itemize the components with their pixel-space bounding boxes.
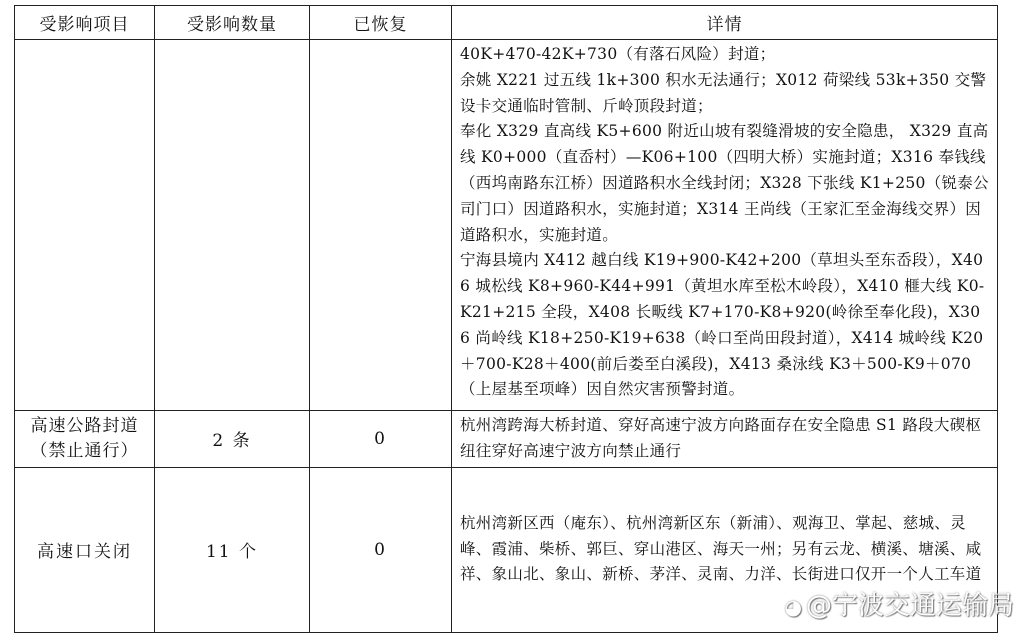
header-details: 详情 [452,6,998,40]
cell-count: 11 个 [155,467,310,632]
cell-count: 2 条 [155,411,310,468]
detail-paragraph: 杭州湾跨海大桥封道、穿好高速宁波方向路面存在安全隐患 S1 路段大碶枢纽往穿好高速宁波方向禁止通行 [460,416,982,460]
cell-recovered [310,40,452,411]
watermark-text: @宁波交通运输局 [805,591,1014,621]
table-header-row [15,6,998,40]
header-affected-count: 受影响数量 [155,6,310,40]
detail-paragraph: 杭州湾新区西（庵东）、杭州湾新区东（新浦）、观海卫、掌起、慈城、灵峰、霞浦、柴桥、郭巨、穿山港区、海天一州；另有云龙、横溪、塘溪、咸祥、象山北、象山、新桥、茅洋、灵南、力洋、长街进口仅开一个人工车道 [460,513,982,584]
detail-paragraph: 宁海县境内 X412 越白线 K19+900-K42+200（草坦头至东岙段），X406 城松线 K8+960-K44+991（黄坦水库至松木岭段），X410 榧大线 K0-K21+215 全段，X408 长畈线 K7+170-K8+920(岭徐至奉化段)，X306 尚岭线 K18+250-K19+638（岭口至尚田段封道），X414 城岭线 K20＋700-K28＋400(前后娄至白溪段)，X413 桑泳线 K3＋500-K9＋070（上屋基至项峰）因自然灾害预警封道。 [460,251,985,399]
impact-table [14,5,998,633]
cell-recovered: 0 [310,467,452,632]
cell-details [452,411,998,468]
detail-paragraph: 奉化 X329 直高线 K5+600 附近山坡有裂缝滑坡的安全隐患， X329 直高线 K0+000（直岙村）—K06+100（四明大桥）实施封道；X316 奉钱线（西坞南路东江桥）因道路积水全线封闭；X328 下张线 K1+250（锐泰公司门口）因道路积水，实施封道；X314 王尚线（王家汇至金海线交界）因道路积水，实施封道。 [460,122,989,244]
cell-count [155,40,310,411]
weibo-logo-icon: ◕ [784,595,802,619]
detail-paragraph: 余姚 X221 过五线 1k+300 积水无法通行；X012 荷梁线 53k+350 交警设卡交通临时管制、斤岭顶段封道； [460,70,987,115]
table-row [15,40,998,411]
cell-item: 高速口关闭 [15,467,155,632]
detail-paragraph: 40K+470-42K+730（有落石风险）封道； [460,45,776,63]
cell-item [15,40,155,411]
header-recovered: 已恢复 [310,6,452,40]
header-affected-item: 受影响项目 [15,6,155,40]
table-row [15,411,998,468]
cell-item: 高速公路封道（禁止通行） [15,411,155,468]
cell-recovered: 0 [310,411,452,468]
cell-details [452,40,998,411]
weibo-watermark [785,585,1014,622]
